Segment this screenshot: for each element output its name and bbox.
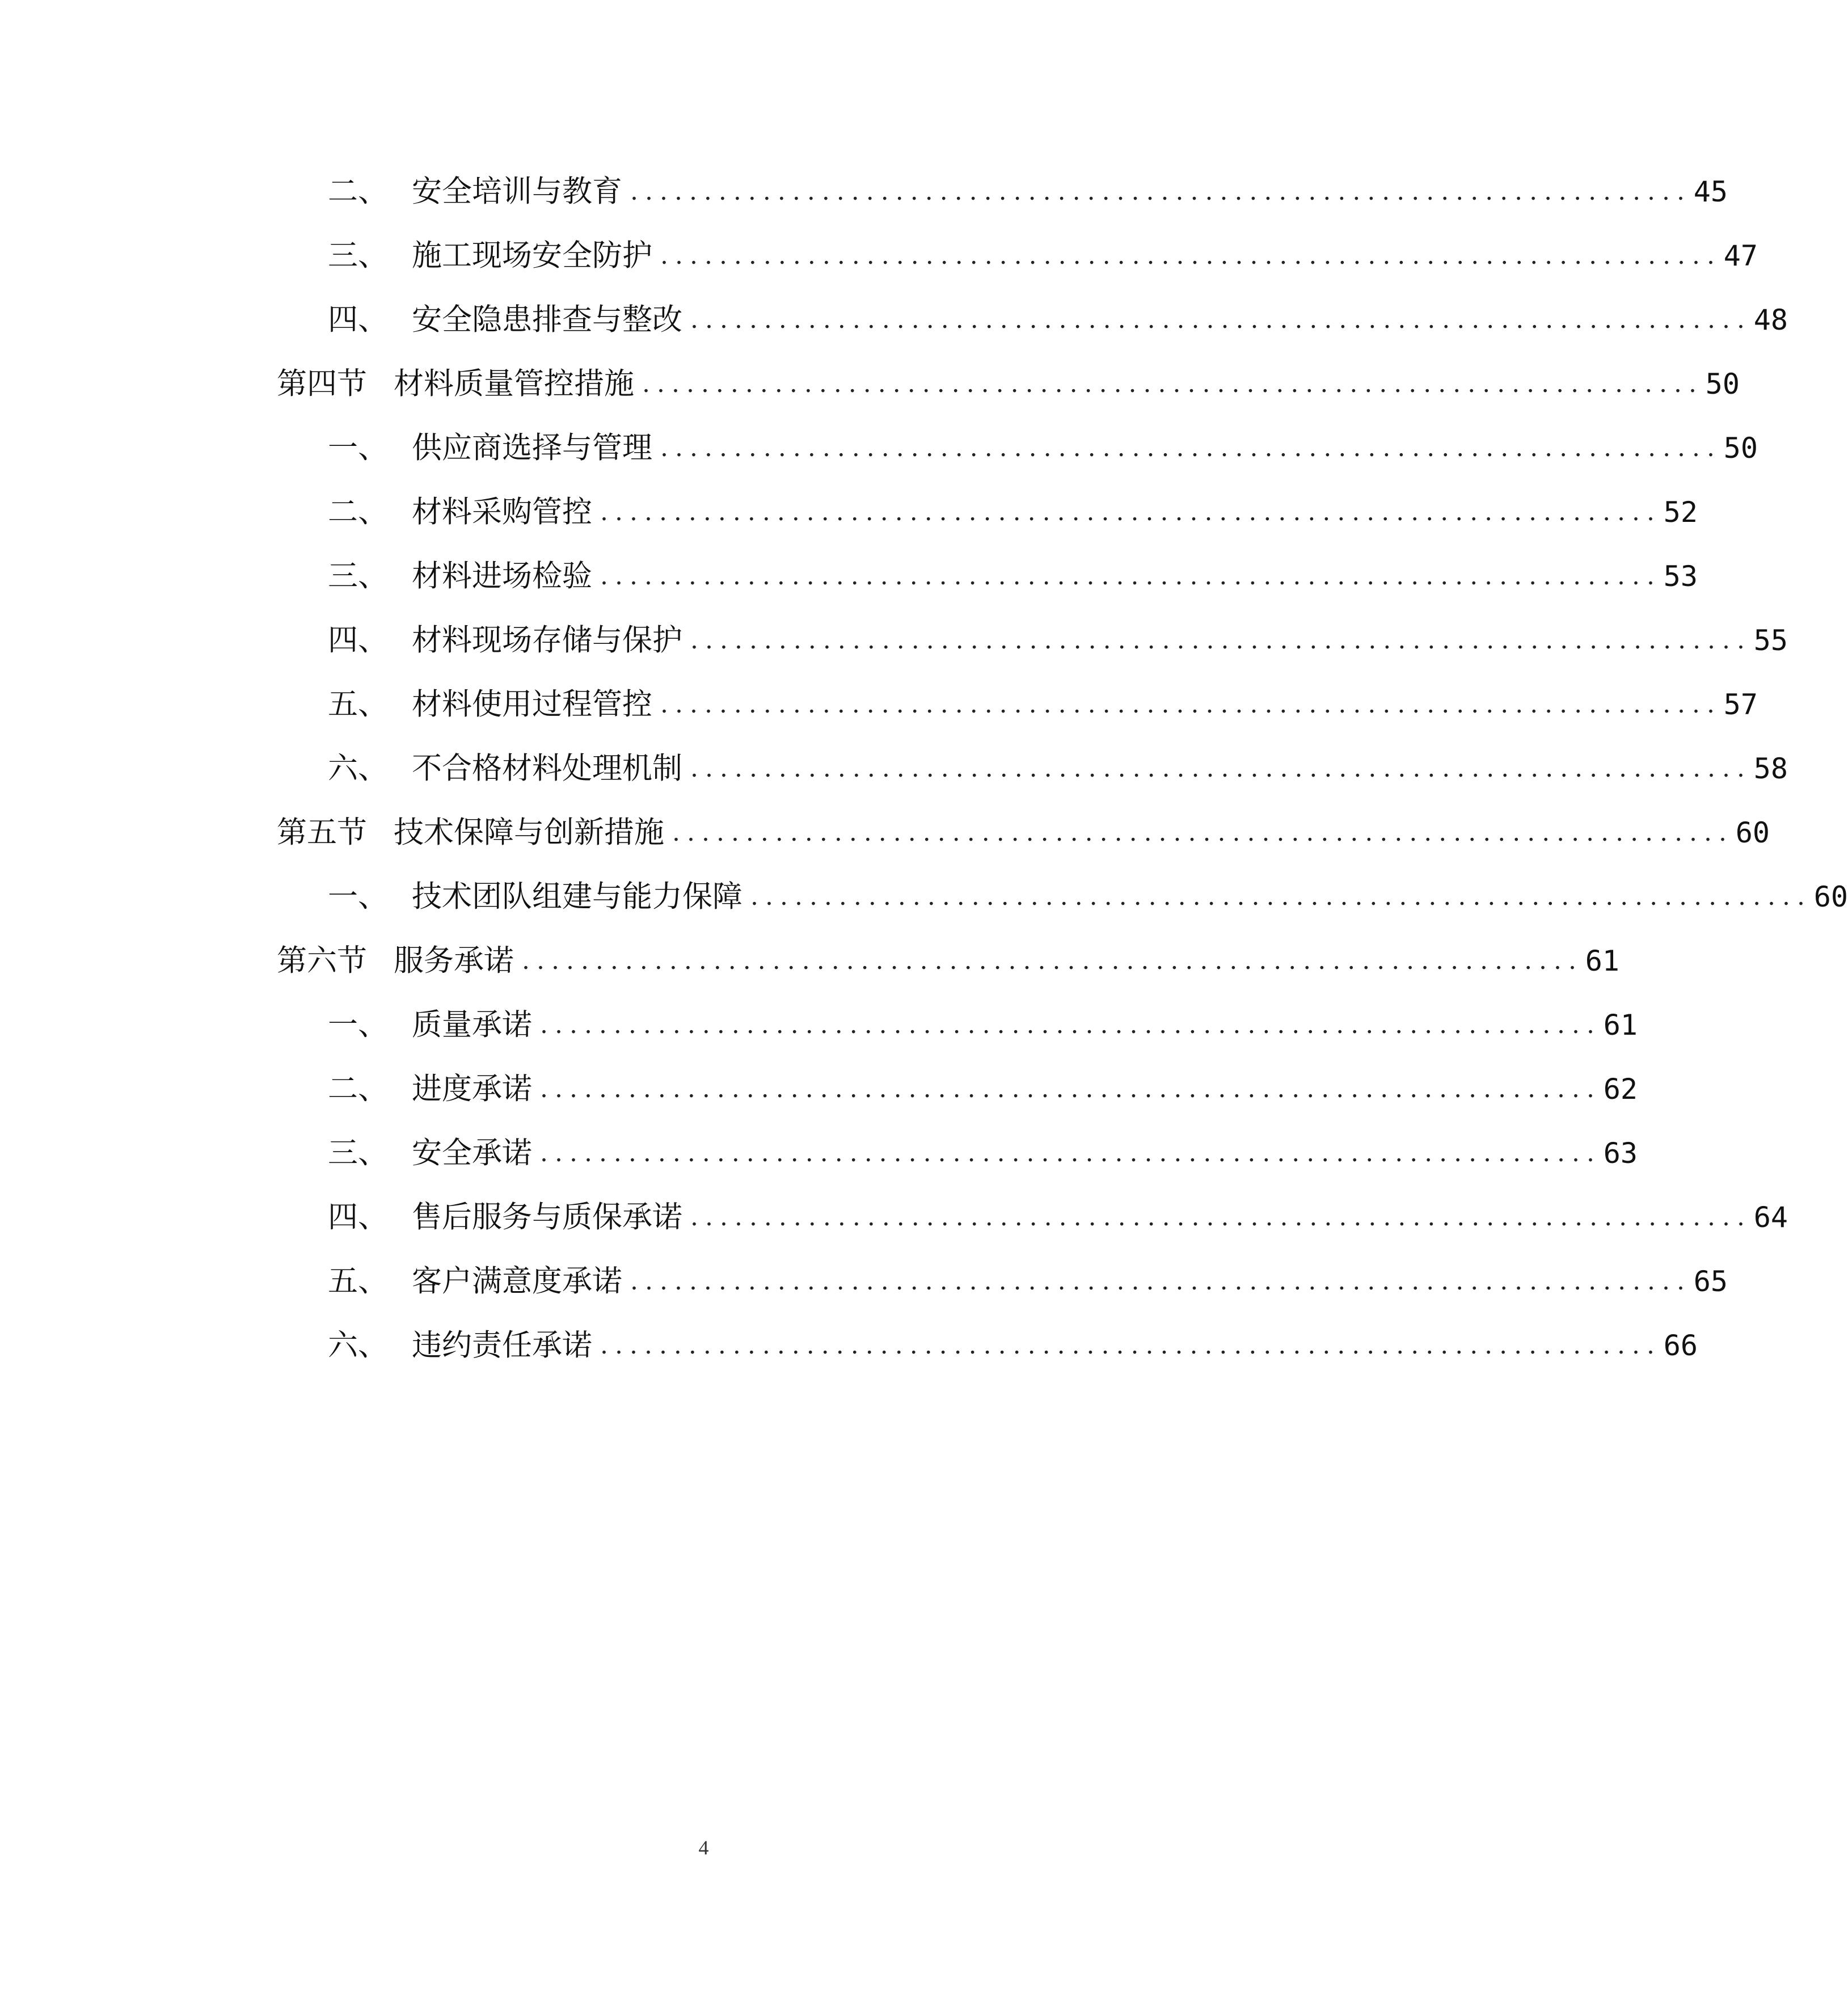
toc-entry-page: 50 <box>1723 432 1758 465</box>
toc-entry-title: 材料进场检验 <box>412 559 592 593</box>
toc-entry[interactable] <box>328 233 1758 279</box>
dot-leader: ........................................................................ <box>690 305 1752 334</box>
toc-entry-page: 65 <box>1693 1265 1728 1298</box>
toc-entry-number: 六、 <box>328 751 388 786</box>
toc-entry[interactable] <box>277 810 1770 855</box>
toc-entry[interactable] <box>277 361 1740 407</box>
dot-leader: ........................................................................ <box>690 1203 1752 1232</box>
toc-entry-number: 五、 <box>328 1264 388 1298</box>
dot-leader: ........................................................................ <box>540 1010 1602 1039</box>
toc-entry-number: 四、 <box>328 623 388 657</box>
toc-entry-number: 三、 <box>328 1136 388 1170</box>
toc-entry-page: 55 <box>1753 624 1788 657</box>
toc-entry[interactable] <box>328 490 1698 535</box>
toc-entry-page: 48 <box>1753 303 1788 336</box>
toc-entry-page: 57 <box>1723 688 1758 721</box>
toc-entry[interactable] <box>328 1259 1728 1304</box>
dot-leader: ........................................................................ <box>522 946 1584 975</box>
toc-entry-title: 安全承诺 <box>412 1136 532 1170</box>
toc-entry-page: 63 <box>1603 1137 1638 1170</box>
toc-entry-title: 不合格材料处理机制 <box>412 751 682 786</box>
toc-entry[interactable] <box>328 1002 1638 1048</box>
toc-entry-title: 材料质量管控措施 <box>394 366 634 401</box>
toc-entry-number: 三、 <box>328 238 388 273</box>
toc-entry-page: 60 <box>1735 816 1770 849</box>
toc-entry-title: 安全培训与教育 <box>412 174 622 209</box>
toc-entry-title: 技术保障与创新措施 <box>394 815 664 850</box>
dot-leader: ........................................................................ <box>600 562 1662 591</box>
toc-entry-number: 二、 <box>328 1072 388 1106</box>
toc-entry[interactable] <box>328 746 1788 791</box>
toc-entry-number: 二、 <box>328 174 388 209</box>
toc-entry-title: 违约责任承诺 <box>412 1328 592 1363</box>
toc-entry-page: 61 <box>1603 1009 1638 1042</box>
dot-leader: ........................................................................ <box>630 1267 1692 1296</box>
toc-entry[interactable] <box>328 1131 1638 1176</box>
toc-entry[interactable] <box>328 554 1698 599</box>
toc-entry-page: 61 <box>1585 945 1620 977</box>
dot-leader: ........................................................................ <box>642 369 1704 398</box>
page-number: 4 <box>698 1836 709 1859</box>
dot-leader: ........................................................................ <box>672 818 1734 847</box>
dot-leader: ........................................................................ <box>660 433 1722 462</box>
toc-entry-title: 材料采购管控 <box>412 495 592 529</box>
toc-entry-page: 60 <box>1813 880 1848 913</box>
toc-entry[interactable] <box>277 938 1620 984</box>
toc-entry-title: 技术团队组建与能力保障 <box>412 879 742 914</box>
toc-entry[interactable] <box>328 682 1758 727</box>
toc-entry[interactable] <box>328 1066 1638 1112</box>
toc-entry-number: 三、 <box>328 559 388 593</box>
dot-leader: ........................................................................ <box>600 498 1662 526</box>
toc-entry-number: 六、 <box>328 1328 388 1363</box>
toc-entry[interactable] <box>328 1323 1698 1368</box>
toc-entry-title: 供应商选择与管理 <box>412 431 652 465</box>
toc-entry[interactable] <box>328 297 1788 343</box>
toc-entry-page: 45 <box>1693 175 1728 208</box>
dot-leader: ........................................................................ <box>630 177 1692 206</box>
toc-entry[interactable] <box>328 618 1788 663</box>
toc-entry-number: 第五节 <box>277 815 367 850</box>
toc-entry[interactable] <box>328 425 1758 471</box>
toc-entry[interactable] <box>328 1195 1788 1240</box>
toc-entry-number: 二、 <box>328 495 388 529</box>
toc-entry-number: 一、 <box>328 431 388 465</box>
toc-entry-page: 50 <box>1705 368 1740 400</box>
dot-leader: ........................................................................ <box>750 882 1812 911</box>
toc-entry-number: 四、 <box>328 1200 388 1234</box>
toc-entry[interactable] <box>328 874 1848 920</box>
toc-entry-page: 53 <box>1663 560 1698 593</box>
toc-entry-title: 进度承诺 <box>412 1072 532 1106</box>
toc-entry-number: 一、 <box>328 879 388 914</box>
dot-leader: ........................................................................ <box>660 690 1722 719</box>
toc-entry-title: 售后服务与质保承诺 <box>412 1200 682 1234</box>
toc-entry-title: 质量承诺 <box>412 1007 532 1042</box>
toc-entry-title: 服务承诺 <box>394 943 514 978</box>
toc-entry[interactable] <box>328 169 1728 214</box>
toc-entry-page: 62 <box>1603 1073 1638 1106</box>
toc-entry-page: 58 <box>1753 752 1788 785</box>
toc-entry-number: 一、 <box>328 1007 388 1042</box>
dot-leader: ........................................................................ <box>660 241 1722 270</box>
toc-entry-title: 安全隐患排查与整改 <box>412 302 682 337</box>
toc-entry-title: 客户满意度承诺 <box>412 1264 622 1298</box>
dot-leader: ........................................................................ <box>690 754 1752 783</box>
toc-entry-page: 52 <box>1663 496 1698 529</box>
dot-leader: ........................................................................ <box>540 1139 1602 1167</box>
toc-entry-page: 64 <box>1753 1201 1788 1234</box>
dot-leader: ........................................................................ <box>690 626 1752 655</box>
toc-entry-title: 材料使用过程管控 <box>412 687 652 722</box>
toc-entry-page: 66 <box>1663 1329 1698 1362</box>
dot-leader: ........................................................................ <box>600 1331 1662 1360</box>
toc-entry-title: 材料现场存储与保护 <box>412 623 682 657</box>
toc-entry-number: 五、 <box>328 687 388 722</box>
toc-entry-number: 四、 <box>328 302 388 337</box>
dot-leader: ........................................................................ <box>540 1074 1602 1103</box>
toc-entry-title: 施工现场安全防护 <box>412 238 652 273</box>
toc-entry-number: 第四节 <box>277 366 367 401</box>
toc-entry-number: 第六节 <box>277 943 367 978</box>
toc-entry-page: 47 <box>1723 239 1758 272</box>
